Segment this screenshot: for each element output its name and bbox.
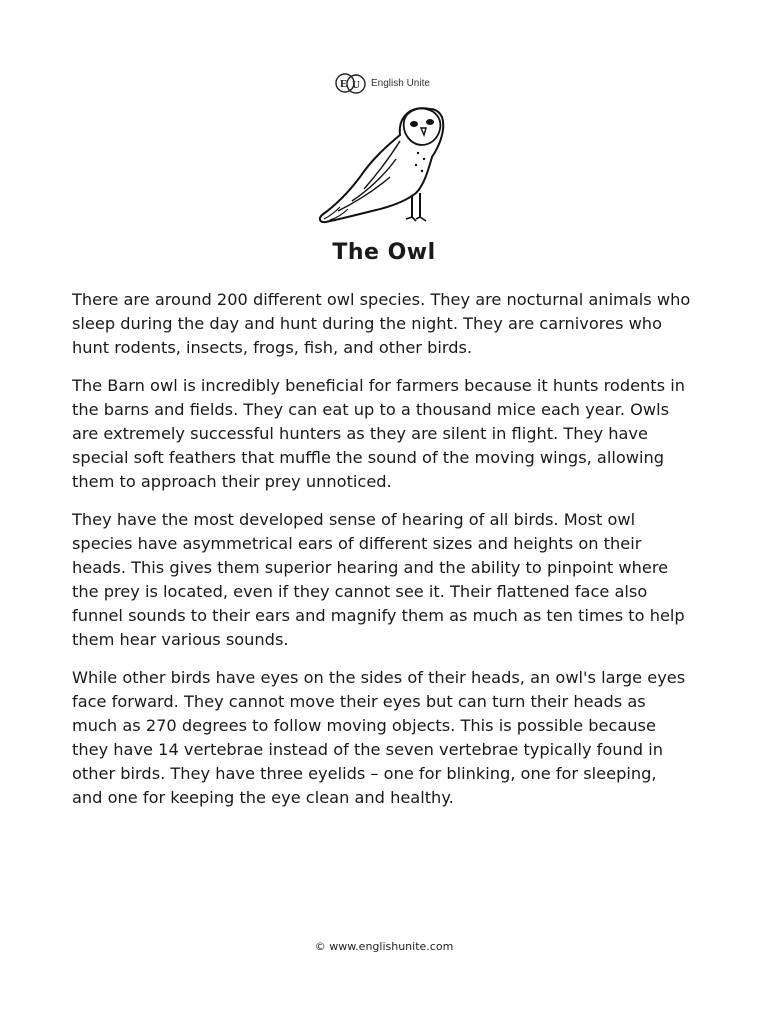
page-title: The Owl xyxy=(332,240,436,265)
paragraph-3: They have the most developed sense of hearing of all birds. Most owl species have asymmetrical ears of different sizes and heights on their heads. This gives them superior hearing and the ability to pinpoint where the prey is located, even if they cannot see it. Their flattened face also funnel sounds to their ears and magnify them as much as ten times to help them hear various sounds. xyxy=(72,510,685,649)
owl-illustration xyxy=(300,97,470,242)
logo xyxy=(334,70,430,96)
paragraph-2: The Barn owl is incredibly beneficial for farmers because it hunts rodents in the barns and fields. They can eat up to a thousand mice each year. Owls are extremely successful hunters as they are silent in flight. They have special soft feathers that muffle the sound of the moving wings, allowing them to approach their prey unnoticed. xyxy=(72,376,685,491)
paragraph-4: While other birds have eyes on the sides of their heads, an owl's large eyes face forward. They cannot move their eyes but can turn their heads as much as 270 degrees to follow moving objects. This is possible because they have 14 vertebrae instead of the seven vertebrae typically found in other birds. They have three eyelids – one for blinking, one for sleeping, and one for keeping the eye clean and healthy. xyxy=(72,668,686,807)
paragraph-1: There are around 200 different owl species. They are nocturnal animals who sleep during the day and hunt during the night. They are carnivores who hunt rodents, insects, frogs, fish, and other birds. xyxy=(72,290,691,357)
english-unite-logo-icon xyxy=(334,70,368,96)
logo-letter-e: E xyxy=(340,78,348,90)
article-body xyxy=(72,288,692,824)
logo-letter-u: U xyxy=(352,79,360,91)
footer-copyright: © www.englishunite.com xyxy=(314,940,454,953)
logo-text: English Unite xyxy=(371,77,430,89)
